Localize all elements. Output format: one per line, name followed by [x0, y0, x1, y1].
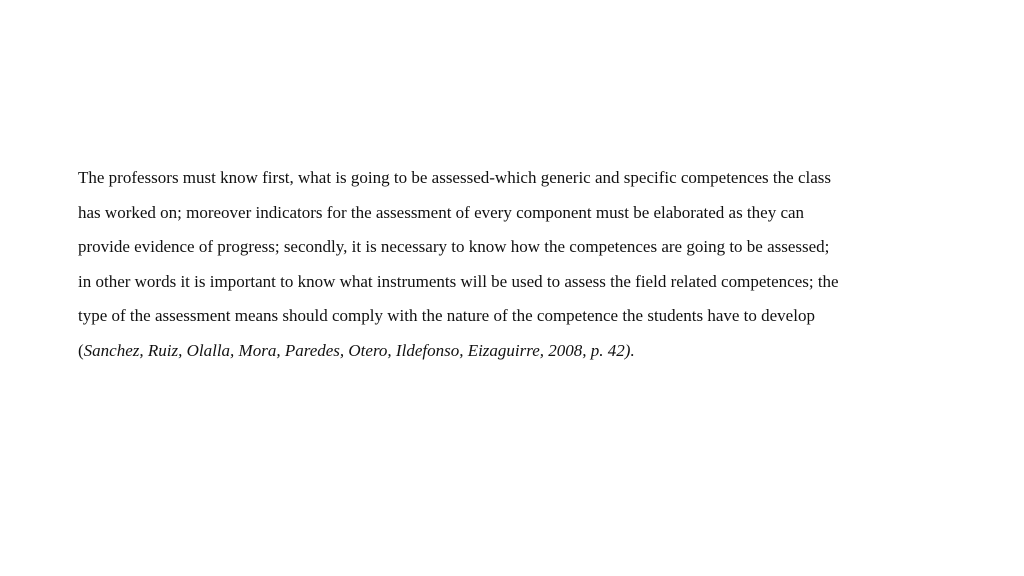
- paragraph-line: The professors must know first, what is going to be assessed-which generic and specific competences the class: [78, 168, 831, 187]
- citation-text: Sanchez, Ruiz, Olalla, Mora, Paredes, Otero, Ildefonso, Eizaguirre, 2008, p. 42).: [83, 340, 635, 360]
- paragraph-line: has worked on; moreover indicators for the assessment of every component must be elaborated as they can: [78, 202, 805, 222]
- body-paragraph: [78, 161, 958, 369]
- paragraph-line: type of the assessment means should comply with the nature of the competence the students have to develop: [78, 306, 815, 326]
- paragraph-line: provide evidence of progress; secondly, it is necessary to know how the competences are going to be assessed;: [78, 237, 830, 257]
- citation-open-paren: (: [78, 340, 84, 360]
- paragraph-line: in other words it is important to know what instruments will be used to assess the field related competences; the: [78, 271, 839, 291]
- citation-line: [78, 334, 958, 369]
